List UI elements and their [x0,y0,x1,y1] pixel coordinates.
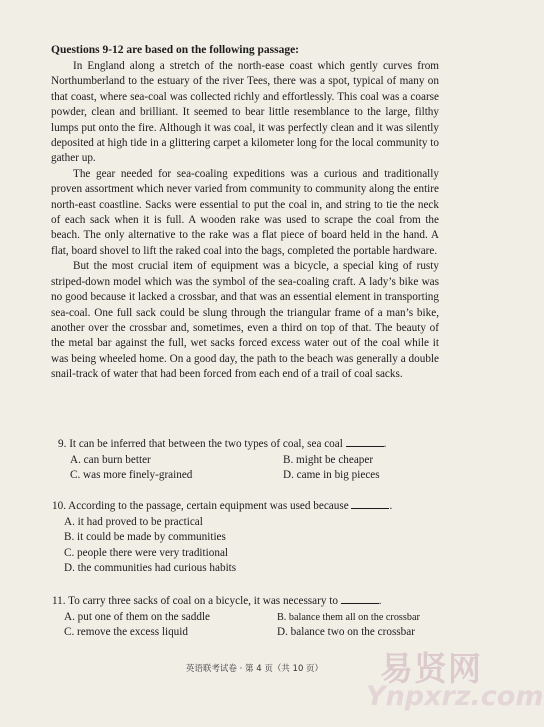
question-stem [52,498,442,515]
page-footer: 英语联考试卷 · 第 4 页（共 10 页） [185,664,324,674]
option-d[interactable]: D. came in big pieces [283,469,380,481]
option-d[interactable]: D. the communities had curious habits [64,562,237,574]
option-a[interactable]: A. can burn better [70,453,151,466]
question-stem-text: 10. According to the passage, certain equipment was used because [52,500,349,512]
question-11 [52,593,442,641]
option-c[interactable]: C. people there were very traditional [64,546,229,559]
option-b[interactable]: B. balance them all on the crossbar [277,611,420,623]
answer-blank [351,498,389,509]
answer-options [70,453,448,484]
option-c[interactable]: C. remove the excess liquid [64,626,188,638]
option-a[interactable]: A. put one of them on the saddle [64,610,211,623]
question-stem-end: . [389,500,393,512]
passage-paragraph: In England along a stretch of the north-ease coast which gently curves from Northumberland to the estuary of the river Tees, there was a spot, typical of many on that coast, where sea-coal was collected richly and effortlessly. This coal was a coarse powder, clean and brilliant. It seemed to bear little resemblance to the large, filthy lumps put onto the fire. Although it was coal, it was perfectly clean and it was silently deposited at high tide in a glittering carpet a kilometer long for the local community to gather up. [51,60,439,165]
question-stem [52,593,442,610]
answer-blank [346,436,384,447]
passage-paragraph: But the most crucial item of equipment was a bicycle, a special king of rusty striped-down model which was the symbol of the sea-coaling craft. A lady’s bike was no good because it lacked a crossbar, and that was an essential element in transporting sea-coal. One full sack could be slung through the triangular frame of a man’s bike, another over the crossbar and, sometimes, even a third on top of that. The beauty of the metal bar against the full, wet sacks forced excess water out of the coal while it was being wheeled home. On a good day, the path to the beach was generally a double snail-track of water that had been forced from each end of a trail of coal sacks. [51,260,439,381]
watermark-logo-en: Ynpxrz.com [366,681,544,712]
section-heading: Questions 9-12 are based on the following passage: [51,44,300,56]
option-c[interactable]: C. was more finely-grained [70,469,193,481]
option-a[interactable]: A. it had proved to be practical [64,515,203,528]
passage-paragraph: The gear needed for sea-coaling expeditions was a curious and traditionally proven assortment which never varied from community to community along the entire north-east coastline. Sacks were essential to put the coal in, and string to tie the neck of each sack when it is full. A wooden rake was used to scrape the coal from the beach. The only alternative to the rake was a flat piece of board held in the hand. A flat, board shovel to lift the raked coal into the bags, completed the portable hardware. [51,167,439,257]
question-stem-text: 9. It can be inferred that between the two types of coal, sea coal [58,438,343,450]
watermark-logo-cn: 易贤网 [380,649,482,688]
question-stem-end: . [383,438,387,450]
answer-blank [341,593,379,604]
option-b[interactable]: B. might be cheaper [283,453,374,466]
question-10 [52,498,442,577]
question-stem-text: 11. To carry three sacks of coal on a bicycle, it was necessary to [52,595,338,607]
question-9 [58,436,448,484]
question-stem [58,436,448,453]
answer-options [64,515,442,577]
reading-passage [51,59,439,383]
option-d[interactable]: D. balance two on the crossbar [277,626,415,638]
answer-options [64,610,442,641]
question-stem-end: . [378,595,382,607]
option-b[interactable]: B. it could be made by communities [64,531,226,543]
